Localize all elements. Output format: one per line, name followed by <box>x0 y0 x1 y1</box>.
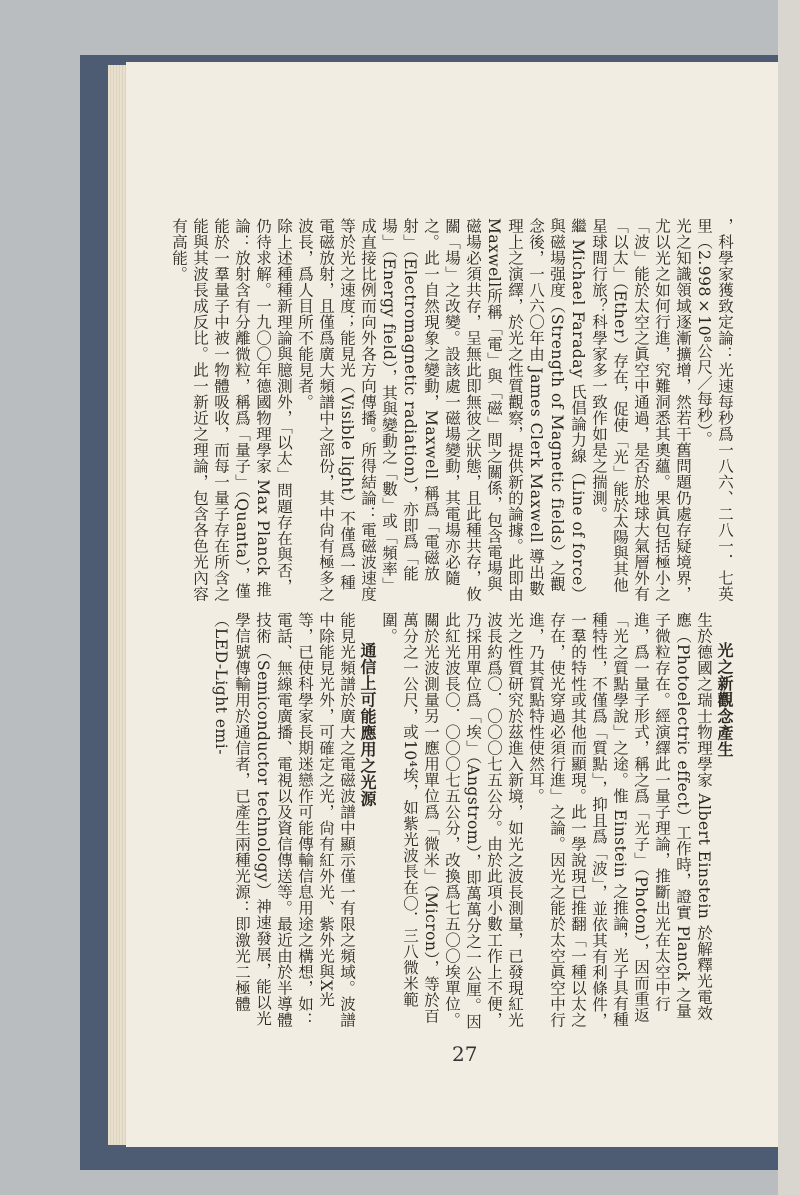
paragraph: 除上述種種新理論與臆測外，「以太」問題存在與否，仍待求解。一九〇〇年德國物理學家 Max Planck 推論：放射含有分離微粒，稱爲「量子」（Quanta），僅能於一羣量子中被一物體吸收，而每一量子存在所含之能與其波長成反比。此一新近之理論，包含各色光內容有高能。 <box>170 218 293 602</box>
facing-page-strip <box>778 0 800 1195</box>
page-edges <box>108 65 128 1145</box>
paragraph: 繼 Michael Faraday 氏倡論力線（Line of force）與磁場强度（Strength of Magnetic fields）之觀念後，一八六〇年由 James Clerk Maxwell 導出數理上之演繹，於光之性質觀察，提供新的論據。此即由Maxwell所稱「電」與「磁」間之關係，包含電場與磁場必須共存，呈無此即無彼之狀態，且此種共存，攸關「場」之改變。設該處一磁場變動，其電場亦必隨之。此一自然現象之變動，Maxwell 稱爲「電磁放射」（Electromagnetic radiation），亦即爲「能場」（Energy field），其與變動之「數」或「頻率」成直接比例而向外各方向傳播。所得結論：電磁波速度等於光之速度；能見光（Visible light）不僅爲一種電磁放射，且僅爲廣大頻譜中之部份，其中尙有極多之波長，爲人目所不能見者。 <box>296 218 587 602</box>
bottom-text-block <box>170 612 735 1032</box>
page-number: 27 <box>452 1042 478 1066</box>
paragraph: ，科學家獲致定論：光速每秒爲一八六、二八一．七英里（2.998×10⁸公尺／每秒）。 <box>695 218 734 602</box>
paragraph: 光之知識領域逐漸擴增，然若干舊問題仍處存疑境界，尤以光之如何行進，究難洞悉其奧蘊。果眞包括極小之「波」能於太空之眞空中通過，是否於地球大氣層外有「以太」（Ether）存在，促使「光」能於太陽與其他星球間行旅？科學家多一致作如是之揣測。 <box>590 218 692 602</box>
section-heading: 光之新觀念產生 <box>715 642 734 758</box>
paragraph: 能見光頻譜於廣大之電磁波譜中顯示僅一有限之頻域。波譜中除能見光外，可確定之光，尙有紅外光、紫外光與X光等，已使科學家長期迷戀作可能傳輸信息用途之構想，如：電話、無線電廣播、電視以及資信傳送等。最近由於半導體技術（Semiconductor technology）神速發展，能以光學信號傳輸用於通信者，已產生兩種光源：即激光二極體（LED-Light emi- <box>212 612 356 1028</box>
section-heading: 通信上可能應用之光源 <box>358 642 377 807</box>
paragraph: 生於德國之瑞士物理學家 Albert Einstein 於解釋光電效應（Photoelectric effect）工作時，證實 Planck 之量子微粒存在。經演繹此一量子理論，推斷出光在太空中行進，爲一量子形式，稱之爲「光子」（Photon），因而重返「光之質點學說」之途。惟 Einstein 之推論，光子具有種種特性，不僅爲「質點」，抑且爲「波」，並依其有利條件，一羣的特性或其他而顯現。此一學說現已推翻「一種以太之存在，使光穿過必須行進」之論。因光之能於太空眞空中行進，乃其質點特性使然耳。 <box>527 612 713 1029</box>
paragraph: 光之性質研究於茲進入新境，如光之波長測量，已發現紅光波長約爲〇．〇〇〇七五公分。由於此項小數工作上不便，乃採用單位爲「埃」（Angstrom），即萬萬分之一公厘。因此紅光波長〇．〇〇〇七五公分，改換爲七五〇〇埃單位。關於光波測量另一應用單位爲「微米」（Micron），等於百萬分之一公尺，或10⁴埃，如紫光波長在〇．三八微米範圍。 <box>380 612 524 1030</box>
top-text-block <box>170 218 735 603</box>
